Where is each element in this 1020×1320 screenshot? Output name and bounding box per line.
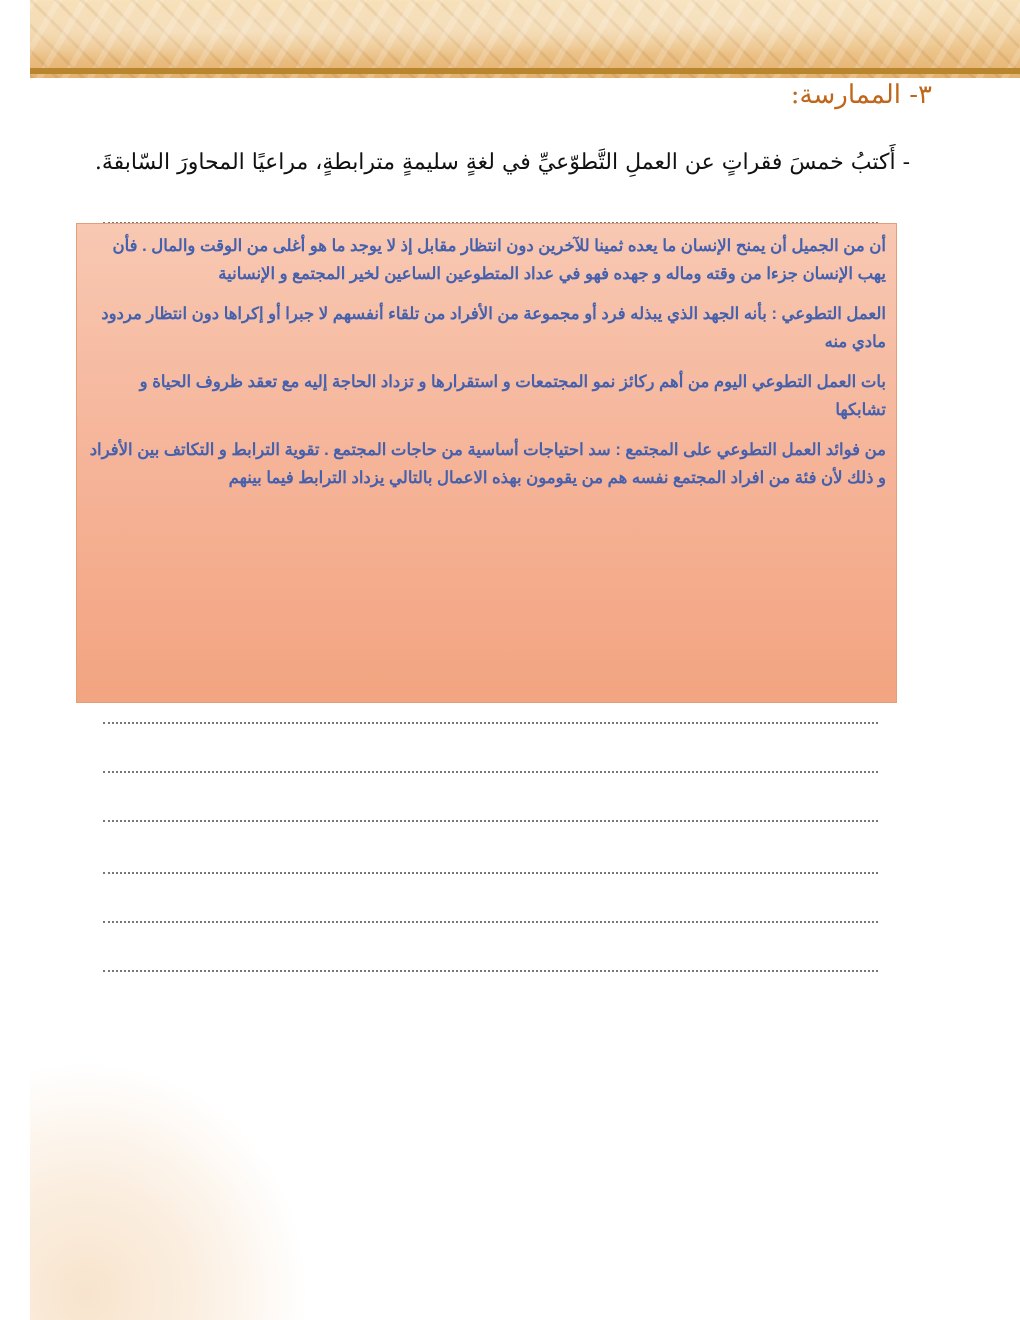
writing-line [103,722,878,724]
answer-paragraph: بات العمل التطوعي اليوم من أهم ركائز نمو المجتمعات و استقرارها و تزداد الحاجة إليه مع تعقد ظروف الحياة و تشابكها [139,373,886,419]
decorative-corner-glow [30,1060,310,1320]
page-margin [0,0,30,1320]
answer-paragraph: من فوائد العمل التطوعي على المجتمع : سد احتياجات أساسية من حاجات المجتمع . تقوية الترابط و التكاتف بين الأفراد و ذلك لأن فئة من افراد المجتمع نفسه هم من يقومون بهذه الاعمال بالتالي يزداد الترابط فيما بينهم [89,441,886,487]
answer-text-box[interactable] [76,223,897,703]
writing-line [103,970,878,972]
exercise-instruction: - أَكتبُ خمسَ فقراتٍ عن العملِ التَّطوّعيِّ في لغةٍ سليمةٍ مترابطةٍ، مراعيًا المحاورَ السّابقةَ. [94,150,910,175]
section-heading: ٣- الممارسة: [790,80,932,110]
writing-line [103,921,878,923]
writing-line [103,771,878,773]
writing-line [103,820,878,822]
writing-line [103,872,878,874]
header-divider [30,68,1020,74]
decorative-header-banner [30,0,1020,78]
answer-paragraph: العمل التطوعي : بأنه الجهد الذي يبذله فرد أو مجموعة من الأفراد من تلقاء أنفسهم لا جبرا أو إكراها دون انتظار مردود مادي منه [101,305,886,351]
answer-paragraph: أن من الجميل أن يمنح الإنسان ما يعده ثمينا للآخرين دون انتظار مقابل إذ لا يوجد ما هو أغلى من الوقت والمال . فأن يهب الإنسان جزءا من وقته وماله و جهده فهو في عداد المتطوعين الساعين لخير المجتمع و الإنسانية [112,237,886,283]
